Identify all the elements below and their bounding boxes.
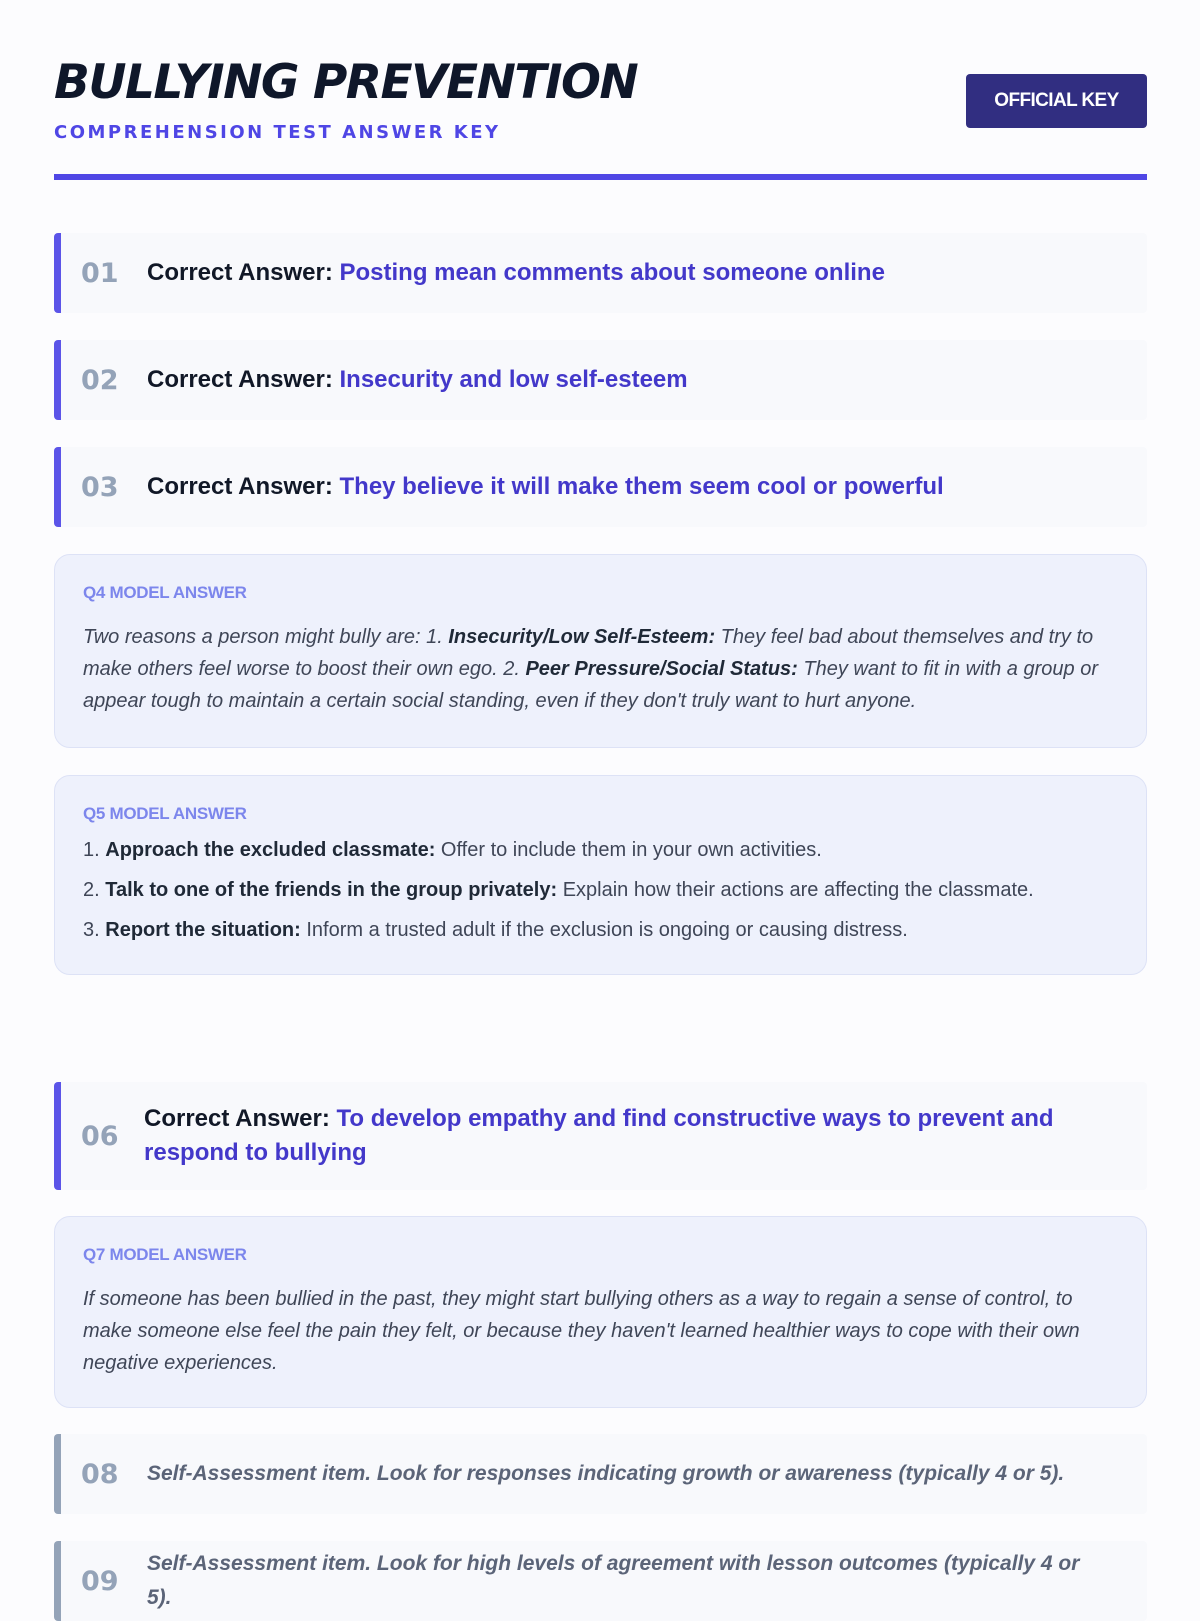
question-number: 02 [81, 364, 119, 396]
step-number: 2. [83, 879, 106, 901]
step-text: Offer to include them in your own activities. [435, 839, 822, 861]
answer-row-01 [54, 233, 1147, 313]
step-title: Approach the excluded classmate: [105, 839, 436, 861]
q4-intro: Two reasons a person might bully are: 1. [83, 626, 449, 648]
correct-answer-value: Posting mean comments about someone online [339, 259, 885, 286]
correct-answer-label: Correct Answer: [144, 1105, 330, 1132]
question-number: 01 [81, 257, 119, 289]
question-number: 06 [81, 1120, 119, 1152]
answer-text [147, 363, 1087, 397]
question-number: 03 [81, 471, 119, 503]
model-answer-label: Q5 MODEL ANSWER [83, 804, 247, 823]
model-answer-text [83, 621, 1118, 717]
q4-reason-2-title: Peer Pressure/Social Status: [525, 658, 798, 680]
q5-steps-list [83, 830, 1118, 950]
q4-reason-2-text: They want to fit in with a group or appear tough to maintain a certain social standing, even if they don't truly want to hurt anyone. [83, 658, 1098, 712]
answer-row-09 [54, 1541, 1147, 1621]
list-item [83, 830, 1118, 870]
q4-reason-1-title: Insecurity/Low Self-Esteem: [448, 626, 716, 648]
answer-text [144, 1102, 1087, 1170]
question-number: 08 [81, 1458, 119, 1490]
header [54, 0, 1147, 180]
step-number: 3. [83, 919, 106, 941]
step-text: Inform a trusted adult if the exclusion is ongoing or causing distress. [300, 919, 908, 941]
correct-answer-value: They believe it will make them seem cool or powerful [339, 473, 944, 500]
step-text: Explain how their actions are affecting the classmate. [557, 879, 1034, 901]
step-title: Talk to one of the friends in the group privately: [105, 879, 558, 901]
model-answer-label: Q7 MODEL ANSWER [83, 1245, 247, 1264]
q5-model-answer-card [54, 775, 1147, 975]
correct-answer-value: Insecurity and low self-esteem [339, 366, 688, 393]
self-assessment-text: Self-Assessment item. Look for responses indicating growth or awareness (typically 4 or 5). [147, 1462, 1065, 1485]
self-assessment-text: Self-Assessment item. Look for high levels of agreement with lesson outcomes (typically 4 or 5). [147, 1552, 1080, 1609]
q4-reason-1-text: They feel bad about themselves and try to make others feel worse to boost their own ego. 2. [83, 626, 1094, 680]
question-number: 09 [81, 1565, 119, 1597]
answer-text [147, 470, 1087, 504]
q4-model-answer-card [54, 554, 1147, 748]
list-item [83, 870, 1118, 910]
page-title: BULLYING PREVENTION [54, 55, 638, 110]
step-number: 1. [83, 839, 106, 861]
correct-answer-label: Correct Answer: [147, 473, 333, 500]
answer-row-08 [54, 1434, 1147, 1514]
answer-row-06 [54, 1082, 1147, 1190]
answer-row-02 [54, 340, 1147, 420]
answer-key-page [54, 0, 1147, 1609]
correct-answer-value: To develop empathy and find constructive ways to prevent and respond to bullying [144, 1105, 1054, 1166]
q7-model-answer-card [54, 1216, 1147, 1408]
answer-row-03 [54, 447, 1147, 527]
answer-text [147, 256, 1087, 290]
page-subtitle: COMPREHENSION TEST ANSWER KEY [54, 122, 501, 143]
correct-answer-label: Correct Answer: [147, 366, 333, 393]
model-answer-label: Q4 MODEL ANSWER [83, 583, 247, 602]
step-title: Report the situation: [105, 919, 301, 941]
model-answer-text: If someone has been bullied in the past, they might start bullying others as a way to regain a sense of control, to make someone else feel the pain they felt, or because they haven't learned healthier ways to cope with their own negative experiences. [83, 1288, 1080, 1374]
list-item [83, 910, 1118, 950]
official-key-badge: OFFICIAL KEY [966, 74, 1147, 128]
header-divider [54, 174, 1147, 180]
correct-answer-label: Correct Answer: [147, 259, 333, 286]
